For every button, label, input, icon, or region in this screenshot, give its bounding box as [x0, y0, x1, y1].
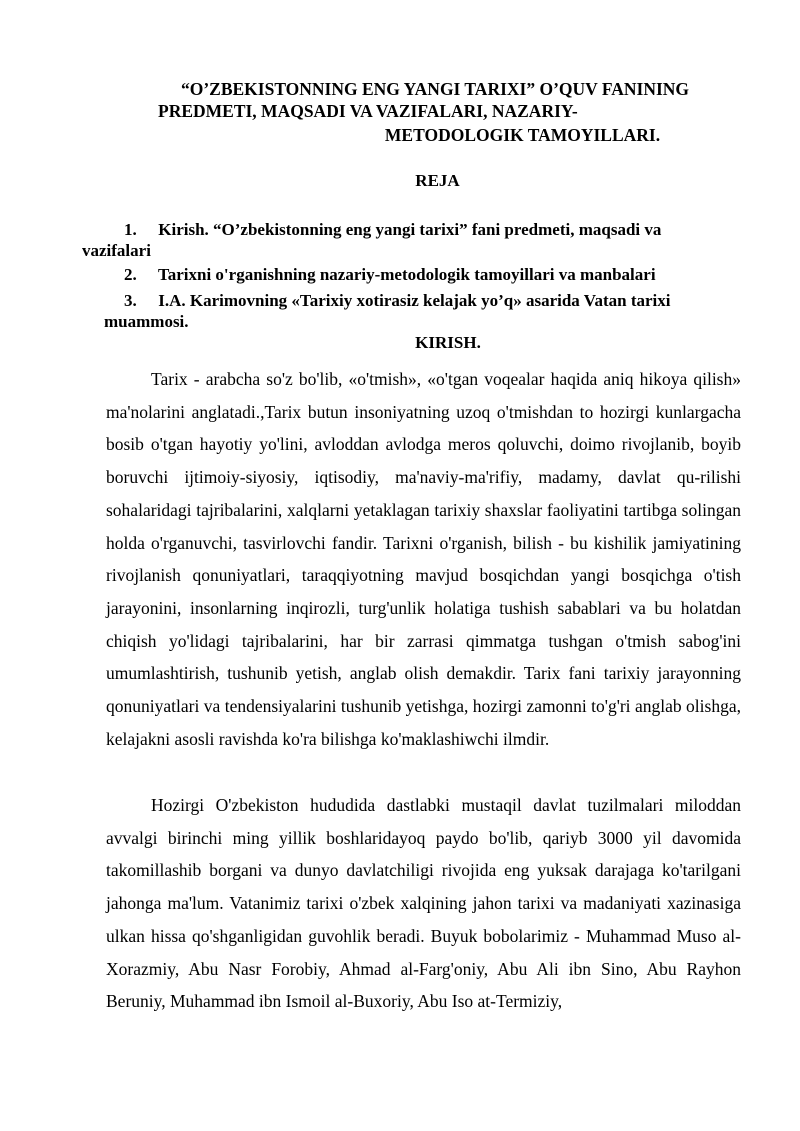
- document-title-line-2: PREDMETI, MAQSADI VA VAZIFALARI, NAZARIY-: [158, 101, 578, 121]
- plan-item-3: [106, 290, 746, 332]
- plan-item-number: 2.: [124, 265, 137, 284]
- plan-item-text: Tarixni o'rganishning nazariy-metodologik tamoyillari va manbalari: [157, 265, 656, 284]
- plan-item-text-continuation: muammosi.: [104, 312, 189, 331]
- section-heading-kirish: KIRISH.: [415, 333, 481, 352]
- body-paragraph-1: Tarix - arabcha so'z bo'lib, «o'tmish», «o'tgan voqealar haqida aniq hikoya qilish» ma'nolarini anglatadi.,Tarix butun insoniyatning uzoq o'tmishdan to hozirgi kunlargacha bosib o'tgan hayotiy yo'lini, avloddan avlodga meros qoluvchi, doimo rivojlanib, boyib boruvchi ijtimoiy-siyosiy, iqtisodiy, ma'naviy-ma'rifiy, madamy, davlat qu-rilishi sohalaridagi tajribalarini, xalqlarni yetaklagan tarixiy shaxslar faoliyatini tartibga solingan holda o'rganuvchi, tasvirlovchi fandir. Tarixni o'rganish, bilish - bu kishilik jamiyatining rivojlanish qonuniyatlari, taraqqiyotning mavjud bosqichdan yangi bosqichga o'tish jarayonini, insonlarning inqirozli, turg'unlik holatiga tushish sabablari va bu holatdan chiqish yo'lidagi tajribalarini, har bir zarrasi qimmatga tushgan o'tmish sabog'ini umumlashtirish, tushunib yetish, anglab olish demakdir. Tarix fani tarixiy jarayonning qonuniyatlari va tendensiyalarini tushunib yetishga, hozirgi zamonni to'g'ri anglab olishga, kelajakni asosli ravishda ko'ra bilishga ko'maklashiwchi ilmdir.: [106, 369, 741, 749]
- plan-item-number: 1.: [124, 220, 137, 239]
- plan-item-1: [82, 219, 746, 261]
- body-paragraph-2: Hozirgi O'zbekiston hududida dastlabki mustaqil davlat tuzilmalari miloddan avvalgi birinchi ming yillik boshlaridayoq paydo bo'lib, qariyb 3000 yil davomida takomillashib borgani va dunyo davlatchiligi rivojida eng yuksak darajaga ko'tarilgani jahonga ma'lum. Vatanimiz tarixi o'zbek xalqining jahon tarixi va madaniyati xazinasiga ulkan hissa qo'shganligidan guvohlik beradi. Buyuk bobolarimiz - Muhammad Muso al-Xorazmiy, Abu Nasr Forobiy, Ahmad al-Farg'oniy, Abu Ali ibn Sino, Abu Rayhon Beruniy, Muhammad ibn Ismoil al-Buxoriy, Abu Iso at-Termiziy,: [106, 795, 741, 1012]
- plan-item-text: I.A. Karimovning «Tarixiy xotirasiz kelajak yo’q» asarida Vatan tarixi: [158, 291, 671, 310]
- document-title-line-1: “O’ZBEKISTONNING ENG YANGI TARIXI” O’QUV FANINING: [180, 79, 690, 99]
- plan-item-text-continuation: vazifalari: [82, 241, 151, 260]
- document-title-line-3: METODOLOGIK TAMOYILLARI.: [384, 125, 661, 145]
- plan-item-text: Kirish. “O’zbekistonning eng yangi tarixi” fani predmeti, maqsadi va: [158, 220, 662, 239]
- plan-item-2: [106, 264, 746, 285]
- plan-heading: REJA: [415, 171, 460, 190]
- plan-item-number: 3.: [124, 291, 137, 310]
